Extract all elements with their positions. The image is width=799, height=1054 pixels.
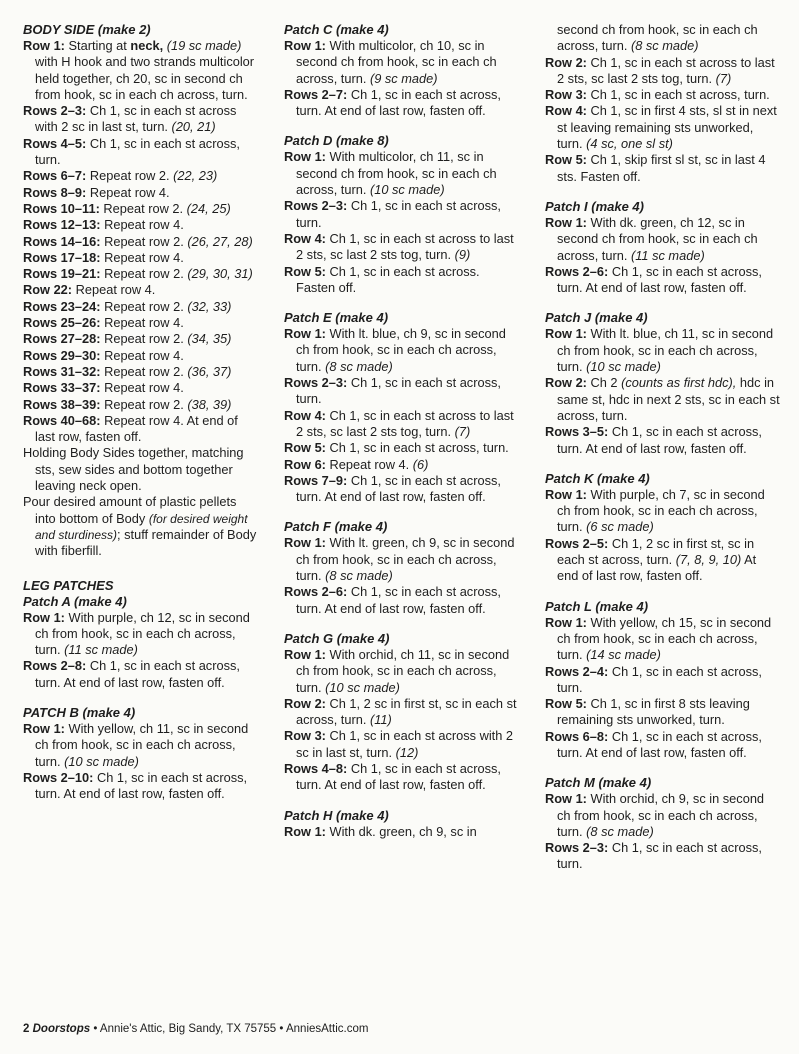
row-text: Repeat row 4. xyxy=(325,456,410,472)
row-text: Repeat row 2. xyxy=(100,331,184,347)
instruction-row xyxy=(284,761,520,794)
row-label: Row 1: xyxy=(284,535,326,551)
row-text: Ch 1, sc in each st across to last 2 sts, sc last 2 sts tog, turn. xyxy=(557,54,775,86)
row-text: Ch 1, 2 sc in first st, sc in each st across, turn. xyxy=(557,535,755,568)
row-text: With orchid, ch 9, sc in second ch from hook, sc in each ch across, turn. xyxy=(557,791,765,839)
instruction-row xyxy=(284,440,520,456)
row-text: Repeat row 4. xyxy=(100,315,184,331)
row-label: Row 2: xyxy=(284,695,326,711)
row-label: Rows 12–13: xyxy=(23,217,101,233)
row-label: Row 5: xyxy=(545,696,587,712)
row-label: Rows 29–30: xyxy=(23,347,101,363)
section-heading: Patch K (make 4) xyxy=(545,470,650,486)
pattern-section xyxy=(284,133,520,296)
row-label: Rows 8–9: xyxy=(23,184,87,200)
stitch-count: (7) xyxy=(451,423,471,439)
row-label: Row 5: xyxy=(545,152,587,168)
row-label: Row 1: xyxy=(23,609,65,625)
row-label: Row 5: xyxy=(284,263,326,279)
row-label: Row 1: xyxy=(23,720,65,736)
stitch-count: (10 sc made) xyxy=(321,679,400,695)
row-emphasis: neck, xyxy=(130,38,164,53)
stitch-count: (counts as first hdc), xyxy=(621,375,737,391)
stitch-count: (29, 30, 31) xyxy=(183,266,253,282)
section-heading: Patch H (make 4) xyxy=(284,807,389,823)
row-text: Ch 1, sc in each st across, turn. At end of last row, fasten off. xyxy=(296,86,501,119)
stitch-count: (9 sc made) xyxy=(366,70,438,86)
paragraph-text-2: ; stuff remainder of Body with fiberfill. xyxy=(35,526,257,559)
instruction-row xyxy=(23,331,259,347)
row-text: With lt. blue, ch 11, sc in second ch from hook, sc in each ch across, turn. xyxy=(557,326,774,375)
section-heading: Patch L (make 4) xyxy=(545,598,649,614)
instruction-row xyxy=(23,234,259,250)
stitch-count: (8 sc made) xyxy=(321,568,393,584)
row-text: Ch 1, sc in first 4 sts, sl st in next st leaving remaining sts unworked, turn. xyxy=(557,103,777,152)
instruction-paragraph xyxy=(23,494,259,559)
instruction-row xyxy=(23,299,259,315)
stitch-count: (9) xyxy=(451,247,471,263)
row-text: With yellow, ch 11, sc in second ch from hook, sc in each ch across, turn. xyxy=(35,720,249,769)
instruction-row xyxy=(23,770,259,803)
row-label: Rows 2–7: xyxy=(284,86,348,102)
instruction-row xyxy=(284,535,520,584)
row-label: Row 3: xyxy=(545,87,587,103)
instruction-row xyxy=(284,647,520,696)
row-label: Rows 33–37: xyxy=(23,380,101,396)
row-text: Starting at xyxy=(64,38,131,53)
instruction-row xyxy=(284,326,520,375)
instruction-row xyxy=(545,424,781,457)
column-1 xyxy=(23,22,259,816)
section-heading: Patch M (make 4) xyxy=(545,775,652,791)
row-label: Rows 19–21: xyxy=(23,266,101,282)
section-heading: Patch D (make 8) xyxy=(284,133,389,149)
stitch-count: (12) xyxy=(392,744,419,760)
book-title: Doorstops xyxy=(32,1023,91,1035)
row-label: Rows 2–6: xyxy=(284,584,348,600)
instruction-row xyxy=(23,217,259,233)
row-text: Repeat row 4. xyxy=(100,217,184,233)
row-text: Ch 1, 2 sc in first st, sc in each st across, turn. xyxy=(296,695,517,728)
section-heading: Patch I (make 4) xyxy=(545,198,644,214)
row-label: Row 1: xyxy=(284,149,326,165)
instruction-row xyxy=(545,615,781,664)
row-label: Row 1: xyxy=(284,326,326,342)
stitch-count: (8 sc made) xyxy=(582,823,654,839)
stitch-count: (10 sc made) xyxy=(366,182,445,198)
row-text: Ch 1, sc in each st across, turn. At end of last row, fasten off. xyxy=(557,424,762,456)
row-text: With purple, ch 12, sc in second ch from hook, sc in each ch across, turn. xyxy=(35,609,250,658)
pattern-section xyxy=(545,775,781,872)
row-text: With purple, ch 7, sc in second ch from hook, sc in each ch across, turn. xyxy=(557,486,765,535)
row-label: Rows 4–5: xyxy=(23,135,87,151)
row-label: Rows 2–5: xyxy=(545,535,609,551)
row-text: Repeat row 2. xyxy=(100,363,184,379)
row-label: Rows 17–18: xyxy=(23,249,101,265)
stitch-count: (8 sc made) xyxy=(627,38,699,54)
instruction-row xyxy=(545,87,781,103)
row-text: Ch 1, sc in each st across, turn. xyxy=(296,198,501,230)
instruction-row xyxy=(545,152,781,185)
instruction-row xyxy=(23,250,259,266)
row-text: Repeat row 4. xyxy=(72,282,156,298)
stitch-count: (6 sc made) xyxy=(582,519,654,535)
row-text: With lt. green, ch 9, sc in second ch from hook, sc in each ch across, turn. xyxy=(296,535,515,584)
stitch-count: (7, 8, 9, 10) xyxy=(672,552,742,568)
pattern-section xyxy=(545,22,781,185)
row-text: Repeat row 4. xyxy=(100,249,184,265)
paragraph-text: Pour desired amount of plastic pellets into bottom of Body xyxy=(23,494,237,526)
section-heading: Patch E (make 4) xyxy=(284,310,389,326)
publisher-info: • Annie's Attic, Big Sandy, TX 75755 • AnniesAttic.com xyxy=(93,1023,369,1035)
row-text: Ch 1, sc in each st across, turn. At end of last row, fasten off. xyxy=(296,584,501,616)
row-text-2: with H hook and two strands multicolor held together, ch 20, sc in second ch from hook, sc in each ch across, turn. xyxy=(35,54,255,102)
row-text: With multicolor, ch 11, sc in second ch from hook, sc in each ch across, turn. xyxy=(296,149,497,198)
row-label: Rows 2–3: xyxy=(545,840,609,856)
row-text: Repeat row 4. xyxy=(86,184,170,200)
instruction-row xyxy=(545,22,781,55)
row-label: Rows 25–26: xyxy=(23,315,101,331)
group-heading: LEG PATCHES xyxy=(23,577,114,593)
instruction-row xyxy=(23,364,259,380)
stitch-count: (10 sc made) xyxy=(60,753,139,769)
row-label: Rows 2–6: xyxy=(545,263,609,279)
row-text: Repeat row 2. xyxy=(100,298,184,314)
row-text: Repeat row 2. xyxy=(100,233,184,249)
paragraph-text: Holding Body Sides together, matching sts, sew sides and bottom together leaving neck open. xyxy=(23,445,244,494)
row-text: Ch 1, sc in each st across, turn. xyxy=(296,375,501,407)
stitch-count: (22, 23) xyxy=(169,168,218,184)
row-text: Ch 1, sc in each st across to last 2 sts, sc last 2 sts tog, turn. xyxy=(296,407,514,439)
stitch-count: (11 sc made) xyxy=(60,642,138,658)
instruction-row xyxy=(284,231,520,264)
row-text: Repeat row 2. xyxy=(99,200,184,216)
instruction-row xyxy=(23,721,259,770)
row-text: With yellow, ch 15, sc in second ch from hook, sc in each ch across, turn. xyxy=(557,614,772,663)
section-heading: BODY SIDE (make 2) xyxy=(23,22,151,37)
instruction-row xyxy=(284,38,520,87)
row-text-2: hdc in same st, hdc in next 2 sts, sc in each st across, turn. xyxy=(557,375,780,423)
row-text: Ch 1, sc in each st across, turn. xyxy=(557,663,762,695)
row-text: Repeat row 2. xyxy=(100,396,184,412)
stitch-count: (38, 39) xyxy=(183,396,232,412)
row-label: Rows 2–10: xyxy=(23,769,94,785)
instruction-row xyxy=(23,266,259,282)
stitch-count: (36, 37) xyxy=(183,363,232,379)
row-text: With orchid, ch 11, sc in second ch from hook, sc in each ch across, turn. xyxy=(296,646,510,695)
stitch-count: (11 sc made) xyxy=(627,247,705,263)
instruction-row xyxy=(284,87,520,120)
row-text: With lt. blue, ch 9, sc in second ch from hook, sc in each ch across, turn. xyxy=(296,326,506,374)
row-label: Rows 31–32: xyxy=(23,363,101,379)
row-text-3: At end of last row, fasten off. xyxy=(557,552,757,584)
stitch-count: (20, 21) xyxy=(168,119,216,135)
row-label: Rows 2–3: xyxy=(23,103,87,119)
row-text: Ch 1, sc in each st across, turn. At end of last row, fasten off. xyxy=(35,658,240,690)
instruction-row xyxy=(545,840,781,873)
instruction-row xyxy=(284,198,520,231)
instruction-row xyxy=(545,55,781,88)
section-heading: Patch A (make 4) xyxy=(23,593,127,609)
stitch-count: (34, 35) xyxy=(183,331,232,347)
instruction-row xyxy=(284,149,520,198)
stitch-count: (4 sc, one sl st) xyxy=(582,136,673,152)
row-label: Row 22: xyxy=(23,282,73,298)
section-heading: Patch G (make 4) xyxy=(284,630,390,646)
instruction-row xyxy=(23,315,259,331)
instruction-row xyxy=(23,185,259,201)
pattern-section xyxy=(545,599,781,762)
row-label: Rows 6–8: xyxy=(545,728,609,744)
section-heading: Patch C (make 4) xyxy=(284,22,389,37)
pattern-section xyxy=(284,808,520,840)
instruction-row xyxy=(284,264,520,297)
instruction-row xyxy=(23,38,259,103)
instruction-row xyxy=(23,397,259,413)
instruction-row xyxy=(545,375,781,424)
pattern-section xyxy=(23,22,259,560)
pattern-section xyxy=(545,199,781,296)
row-label: Rows 23–24: xyxy=(23,298,101,314)
instruction-row xyxy=(284,457,520,473)
instruction-row xyxy=(545,215,781,264)
instruction-row xyxy=(284,824,520,840)
instruction-row xyxy=(545,326,781,375)
row-label: Rows 7–9: xyxy=(284,472,348,488)
stitch-count: (26, 27, 28) xyxy=(183,233,253,249)
stitch-count: (14 sc made) xyxy=(582,647,661,663)
row-text: Ch 1, sc in each st across, turn. At end of last row, fasten off. xyxy=(296,472,501,505)
stitch-count: (10 sc made) xyxy=(582,359,661,375)
pattern-section xyxy=(284,631,520,794)
row-label: Row 1: xyxy=(545,214,587,230)
row-text: Ch 1, sc in each st across, turn. At end of last row, fasten off. xyxy=(557,728,762,760)
row-label: Rows 2–4: xyxy=(545,663,609,679)
row-label: Rows 2–3: xyxy=(284,198,348,214)
pattern-section xyxy=(23,578,259,691)
row-label: Rows 27–28: xyxy=(23,331,101,347)
row-text: Repeat row 4. xyxy=(100,380,184,396)
pattern-section xyxy=(545,310,781,456)
row-label: Row 4: xyxy=(284,407,326,423)
stitch-count: (19 sc made) xyxy=(163,38,242,53)
pattern-section xyxy=(23,705,259,802)
row-label: Row 1: xyxy=(284,38,326,53)
row-label: Row 3: xyxy=(284,728,326,744)
instruction-row xyxy=(23,348,259,364)
instruction-row xyxy=(23,658,259,691)
row-text: With dk. green, ch 9, sc in xyxy=(325,823,477,839)
instruction-row xyxy=(23,380,259,396)
instruction-row xyxy=(23,413,259,446)
instruction-row xyxy=(545,487,781,536)
section-heading: Patch J (make 4) xyxy=(545,310,648,326)
instruction-row xyxy=(284,696,520,729)
instruction-row xyxy=(23,168,259,184)
instruction-row xyxy=(284,728,520,761)
pattern-section xyxy=(284,519,520,616)
instruction-row xyxy=(23,282,259,298)
row-label: Rows 14–16: xyxy=(23,233,101,249)
stitch-count: (8 sc made) xyxy=(321,358,393,374)
instruction-row xyxy=(23,136,259,169)
stitch-count: (11) xyxy=(366,712,392,728)
row-label: Row 1: xyxy=(545,614,587,630)
pattern-section xyxy=(284,22,520,119)
section-heading: PATCH B (make 4) xyxy=(23,704,136,720)
instruction-row xyxy=(545,103,781,152)
column-2 xyxy=(284,22,520,854)
row-label: Rows 4–8: xyxy=(284,760,348,776)
page-number: 2 xyxy=(23,1023,30,1035)
row-label: Row 1: xyxy=(545,326,587,342)
row-text: Ch 1, sc in each st across with 2 sc in last st, turn. xyxy=(296,728,514,760)
row-label: Row 4: xyxy=(284,230,326,246)
pattern-section xyxy=(545,471,781,585)
row-label: Row 2: xyxy=(545,375,587,391)
row-label: Row 1: xyxy=(284,823,326,839)
row-label: Row 1: xyxy=(545,791,587,807)
row-text: Ch 1, sc in each st across with 2 sc in last st, turn. xyxy=(35,103,237,135)
instruction-row xyxy=(284,473,520,506)
paragraph-note: (for desired weight and sturdiness) xyxy=(35,511,248,542)
instruction-row xyxy=(545,536,781,585)
stitch-count: (24, 25) xyxy=(183,200,231,216)
row-text: Repeat row 4. xyxy=(100,347,184,363)
row-label: Row 1: xyxy=(23,38,65,53)
row-text: Ch 1, sc in each st across. Fasten off. xyxy=(296,263,480,295)
row-text: Ch 1, sc in each st across, turn. At end of last row, fasten off. xyxy=(557,263,762,296)
row-label: Row 4: xyxy=(545,103,587,119)
row-text: Ch 1, sc in each st across, turn. xyxy=(35,135,240,168)
row-label: Row 1: xyxy=(545,486,587,502)
stitch-count: (6) xyxy=(409,456,429,472)
row-text: Repeat row 2. xyxy=(100,266,184,282)
instruction-row xyxy=(284,584,520,617)
row-text: With dk. green, ch 12, sc in second ch from hook, sc in each ch across, turn. xyxy=(557,214,758,263)
row-text: Ch 1, sc in first 8 sts leaving remaining sts unworked, turn. xyxy=(557,696,750,728)
row-text: second ch from hook, sc in each ch across, turn. xyxy=(557,22,758,54)
row-text: Ch 1, sc in each st across, turn. At end of last row, fasten off. xyxy=(35,769,248,802)
instruction-row xyxy=(23,103,259,136)
row-text: With multicolor, ch 10, sc in second ch from hook, sc in each ch across, turn. xyxy=(296,38,497,86)
instruction-row xyxy=(545,664,781,697)
page-footer xyxy=(23,1022,368,1036)
instruction-row xyxy=(545,729,781,762)
instruction-paragraph xyxy=(23,445,259,494)
row-text: Ch 1, sc in each st across, turn. xyxy=(557,840,762,872)
row-text: Ch 1, sc in each st across, turn. At end of last row, fasten off. xyxy=(296,760,501,793)
row-text: Repeat row 4. At end of last row, fasten off. xyxy=(35,412,238,445)
row-label: Rows 40–68: xyxy=(23,412,101,428)
column-3 xyxy=(545,22,781,887)
instruction-row xyxy=(545,264,781,297)
row-label: Rows 38–39: xyxy=(23,396,101,412)
stitch-count: (32, 33) xyxy=(183,298,232,314)
row-label: Rows 6–7: xyxy=(23,168,87,184)
row-label: Rows 2–3: xyxy=(284,375,348,391)
row-text: Repeat row 2. xyxy=(86,168,170,184)
instruction-row xyxy=(284,375,520,408)
pattern-section xyxy=(284,310,520,505)
row-label: Rows 3–5: xyxy=(545,424,609,440)
row-text: Ch 1, skip first sl st, sc in last 4 sts. Fasten off. xyxy=(557,152,766,184)
instruction-row xyxy=(284,408,520,441)
instruction-row xyxy=(545,696,781,729)
row-text: Ch 1, sc in each st across to last 2 sts, sc last 2 sts tog, turn. xyxy=(296,230,514,263)
instruction-row xyxy=(23,201,259,217)
row-label: Rows 10–11: xyxy=(23,200,100,216)
row-label: Row 1: xyxy=(284,646,326,662)
row-text: Ch 2 xyxy=(586,375,622,391)
row-label: Row 2: xyxy=(545,54,587,70)
instruction-row xyxy=(23,610,259,659)
row-label: Row 5: xyxy=(284,440,326,456)
section-heading: Patch F (make 4) xyxy=(284,519,388,535)
row-label: Row 6: xyxy=(284,456,326,472)
row-text: Ch 1, sc in each st across, turn. xyxy=(586,87,770,103)
stitch-count: (7) xyxy=(712,70,732,86)
instruction-row xyxy=(545,791,781,840)
row-label: Rows 2–8: xyxy=(23,658,87,674)
row-text: Ch 1, sc in each st across, turn. xyxy=(325,440,509,456)
